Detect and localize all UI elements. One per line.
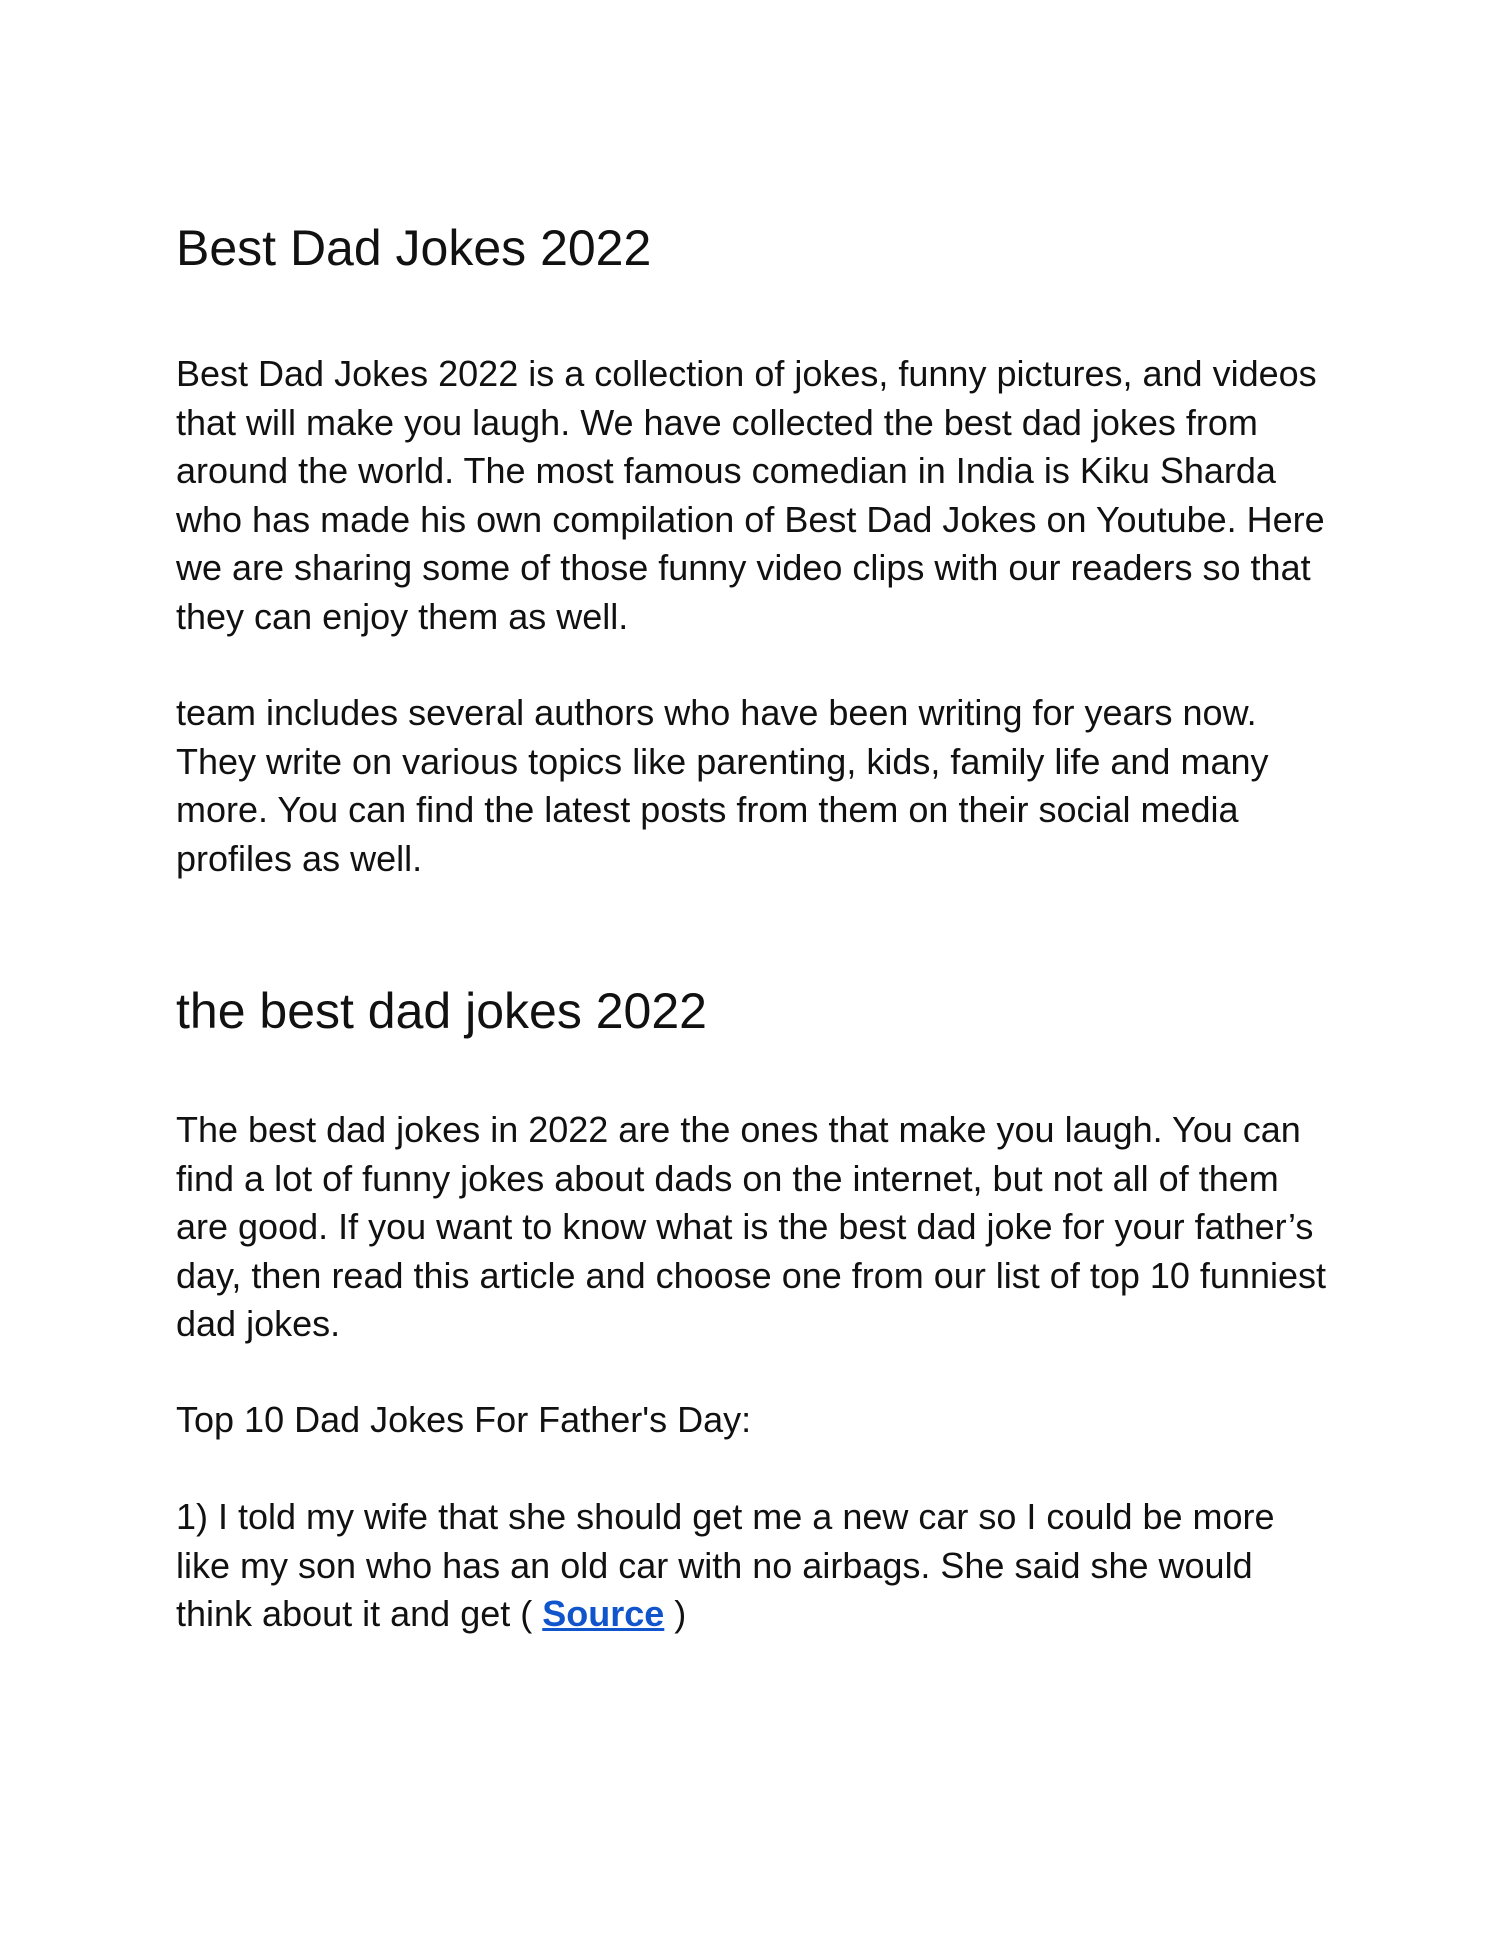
joke-1-text: 1) I told my wife that she should get me a new car so I could be more like my son who has an old car with no airbags. She said she would think about it and get ( [176,1496,1275,1635]
best-jokes-paragraph: The best dad jokes in 2022 are the ones that make you laugh. You can find a lot of funny jokes about dads on the internet, but not all of them are good. If you want to know what is the best dad joke for your father’s day, then read this article and choose one from our list of top 10 funniest dad jokes. [176,1109,1327,1345]
section-heading: the best dad jokes 2022 [176,983,707,1039]
intro-paragraph: Best Dad Jokes 2022 is a collection of jokes, funny pictures, and videos that will make you laugh. We have collected the best dad jokes from around the world. The most famous comedian in India is Kiku Sharda who has made his own compilation of Best Dad Jokes on Youtube. Here we are sharing some of those funny video clips with our readers so that they can enjoy them as well. [176,353,1325,637]
joke-1-closing: ) [664,1593,687,1635]
top-10-heading-line: Top 10 Dad Jokes For Father's Day: [176,1399,752,1440]
joke-1-paragraph [176,1493,1336,1639]
source-link[interactable]: Source [542,1593,665,1635]
page-title: Best Dad Jokes 2022 [176,220,652,276]
team-paragraph: team includes several authors who have been writing for years now. They write on various topics like parenting, kids, family life and many more. You can find the latest posts from them on their social media profiles as well. [176,692,1269,879]
